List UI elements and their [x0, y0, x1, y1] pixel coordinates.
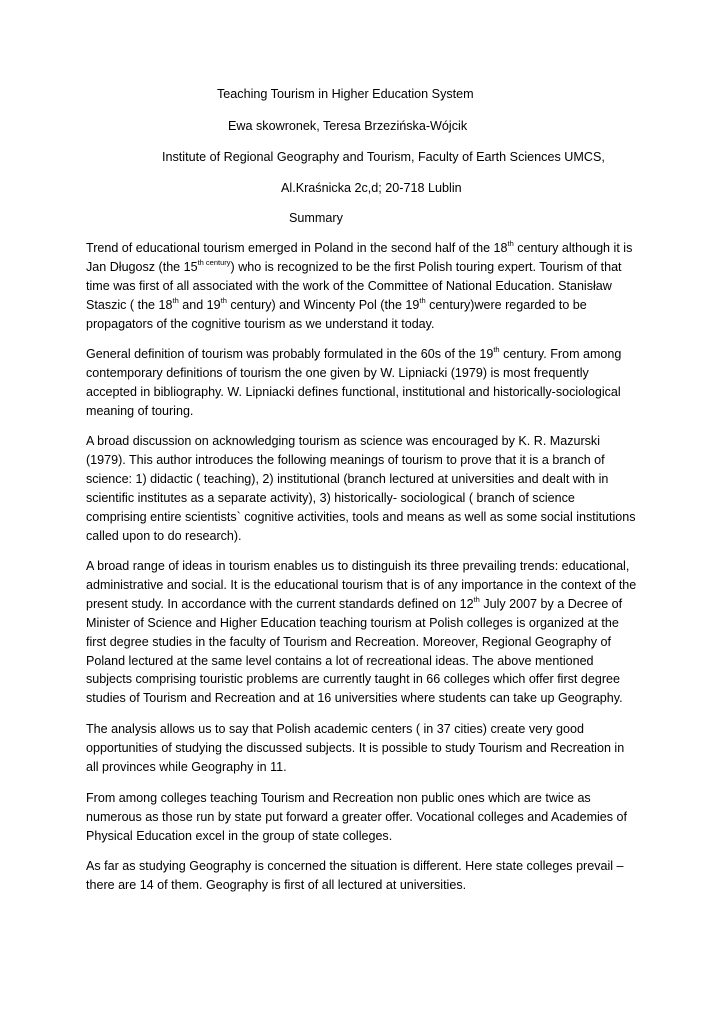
- paragraph-1: [86, 239, 638, 334]
- summary-heading: Summary: [289, 211, 343, 225]
- superscript: th: [419, 295, 426, 305]
- superscript: th: [172, 295, 179, 305]
- text-run: century)were regarded to be propagators of the cognitive tourism as we understand it today.: [86, 297, 587, 331]
- paragraph-3: A broad discussion on acknowledging tourism as science was encouraged by K. R. Mazurski (1979). This author introduces the following meanings of tourism to prove that it is a branch of science: 1) didactic ( teaching), 2) institutional (branch lectured at universities and dealt with in scientific institutes as a separate activity), 3) historically- sociological ( branch of science comprising entire scientists` cognitive activities, tools and means as well as some social institutions called upon to do research).: [86, 434, 636, 543]
- text-run: and 19: [178, 297, 221, 312]
- superscript: th: [473, 594, 480, 604]
- author-list: Ewa skowronek, Teresa Brzezińska-Wójcik: [228, 119, 468, 133]
- institute-address: Al.Kraśnicka 2c,d; 20-718 Lublin: [281, 181, 462, 195]
- superscript: th: [220, 295, 227, 305]
- text-run: ) who is recognized to be the first Polish touring expert. Tourism of that time was first of all associated with the work of the Committee of National Education. Stanisław Staszic ( the 18: [86, 259, 622, 312]
- paragraph-2: [86, 345, 638, 421]
- institute-affiliation: Institute of Regional Geography and Tourism, Faculty of Earth Sciences UMCS,: [162, 150, 605, 164]
- text-run: Trend of educational tourism emerged in Poland in the second half of the 18: [86, 241, 508, 255]
- text-run: July 2007 by a Decree of Minister of Science and Higher Education teaching tourism at Polish colleges is organized at the first degree studies in the faculty of Tourism and Recreation. Moreover, Regional Geography of Poland lectured at the same level contains a lot of recreational ideas. The above mentioned subjects comprising touristic problems are currently taught in 66 colleges which offer first degree studies of Tourism and Recreation and at 16 universities where students can take up Geography.: [86, 596, 623, 706]
- text-run: century although it is Jan Długosz (the 15: [86, 241, 633, 274]
- text-run: A broad range of ideas in tourism enables us to distinguish its three prevailing trends: educational, administrative and social. It is the educational tourism that is of any importance in the context of the present study. In accordance with the current standards defined on 12: [86, 559, 637, 611]
- paragraph-7: As far as studying Geography is concerned the situation is different. Here state colleges prevail – there are 14 of them. Geography is first of all lectured at universities.: [86, 859, 624, 892]
- paragraph-6: From among colleges teaching Tourism and Recreation non public ones which are twice as numerous as those run by state put forward a greater offer. Vocational colleges and Academies of Physical Education excel in the group of state colleges.: [86, 791, 628, 843]
- paper-title: Teaching Tourism in Higher Education System: [217, 87, 474, 101]
- superscript: th: [507, 239, 514, 248]
- text-run: century. From among contemporary definitions of tourism the one given by W. Lipniacki (1979) is most frequently accepted in bibliography. W. Lipniacki defines functional, institutional and historically-sociological meaning of touring.: [86, 347, 622, 418]
- superscript: th century: [197, 257, 231, 267]
- text-run: century) and Wincenty Pol (the 19: [226, 297, 420, 312]
- paragraph-4: [86, 557, 638, 708]
- paragraph-5: The analysis allows us to say that Polish academic centers ( in 37 cities) create very good opportunities of studying the discussed subjects. It is possible to study Tourism and Recreation in all provinces while Geography in 11.: [86, 722, 625, 774]
- superscript: th: [493, 345, 500, 354]
- text-run: General definition of tourism was probably formulated in the 60s of the 19: [86, 347, 494, 361]
